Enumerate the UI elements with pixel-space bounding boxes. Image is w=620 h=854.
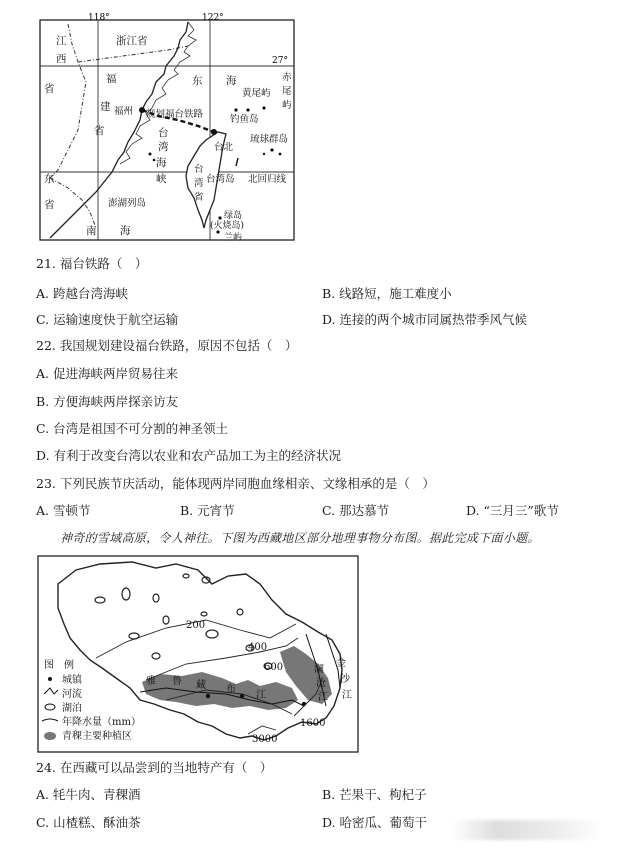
map-label: 省 [44,83,55,95]
diaoyu-islet [234,108,237,111]
map-label: 北回归线 [248,174,287,185]
map-label: 东 [44,173,55,185]
map-label: 台北 [214,142,234,153]
q23-option-b: B. 元宵节 [180,503,235,518]
lvdao-islet [218,216,221,219]
q21-option-b: B. 线路短，施工难度小 [322,286,452,301]
map-label: 赤 [282,72,292,83]
tibet-map [36,554,360,754]
isohyet-label-1600: 1600 [300,718,326,729]
river-label: 雅 [146,676,156,687]
q21-option-c: C. 运输速度快于航空运输 [36,312,179,327]
river-label: 鲁 [172,676,182,687]
q22-option-c: C. 台湾是祖国不可分割的神圣领土 [36,421,229,436]
town-dot [206,694,210,698]
river-label: 金 [336,658,346,669]
map-label: 海 [156,157,167,169]
question-23-stem: 23. 下列民族节庆活动，能体现两岸同胞血缘相亲、文缘相承的是（ ） [36,476,435,491]
map-label: 屿 [282,100,292,111]
question-21-stem: 21. 福台铁路（ ） [36,256,148,271]
map-label: 浙江省 [116,35,148,47]
question-24-stem: 24. 在西藏可以品尝到的当地特产有（ ） [36,760,273,775]
map-label: 省 [44,199,55,211]
legend-town-label: 城镇 [62,675,82,686]
q22-option-a: A. 促进海峡两岸贸易往来 [36,366,179,381]
map-label: 海 [120,225,131,237]
isohyet-label-400: 400 [248,642,268,653]
isohyet-label-600: 600 [264,662,284,673]
legend-town-icon [48,677,52,681]
taipei-dot [211,129,217,135]
river-label: 沧 [316,678,326,689]
q24-option-c: C. 山楂糕、酥油茶 [36,815,141,830]
map-label: 规划福台铁路 [146,109,204,120]
map-label: 尾 [282,86,292,97]
river-label: 澜 [314,664,324,675]
map-label: 福 [106,73,117,85]
river-label: 沙 [340,674,350,685]
question-22-stem: 22. 我国规划建设福台铁路，原因不包括（ ） [36,338,298,353]
map-label: 台 [158,127,169,139]
map-label: 东 [192,75,203,87]
legend-title: 图 例 [44,660,74,671]
q22-option-b: B. 方便海峡两岸探亲访友 [36,394,179,409]
map-label: 湾 [158,141,169,153]
river-label: 江 [256,690,266,701]
lon-122-label: 122° [202,13,224,23]
map-label: 南 [86,225,97,237]
isohyet-label-200: 200 [186,620,206,631]
blurred-watermark [452,820,602,840]
legend-lake-label: 湖泊 [62,703,82,714]
river-label: 布 [226,684,236,695]
legend-isohyet-label: 年降水量（mm） [62,717,141,728]
ryukyu-islet-3 [263,153,265,155]
map-label: 黄尾屿 [242,88,271,99]
map-label: 建 [100,101,111,113]
q22-option-d: D. 有利于改变台湾以农业和农产品加工为主的经济状况 [36,448,342,463]
isohyet-label-3000: 3000 [252,734,278,745]
penghu-islet-2 [153,159,156,162]
ryukyu-islet-1 [270,148,273,151]
lon-118-label: 118° [88,13,110,23]
map-label: 绿岛 [224,211,243,221]
chiwei-islet [262,106,265,109]
q24-option-a: A. 牦牛肉、青稞酒 [36,787,141,802]
fujian-taiwan-map [38,10,298,242]
map-label: 湾 [194,178,204,189]
lat-27-label: 27° [272,56,288,66]
penghu-islet-1 [149,153,152,156]
legend-barley-label: 青稞主要种植区 [62,731,132,742]
map-label: 省 [94,125,105,137]
river-label: 江 [342,690,352,701]
map-label: 福州 [114,106,134,117]
map-label: 兰屿 [224,233,243,242]
q23-option-a: A. 雪顿节 [36,503,91,518]
q24-option-b: B. 芒果干、枸杞子 [322,787,427,802]
tibet-intro-text: 神奇的雪域高原，令人神往。下图为西藏地区部分地理事物分布图。据此完成下面小题。 [60,531,540,545]
q21-option-d: D. 连接的两个城市同属热带季风气候 [322,312,528,327]
town-dot [302,702,306,706]
map-label: 江 [56,35,67,47]
map-label: 峡 [156,173,167,185]
q24-option-d: D. 哈密瓜、葡萄干 [322,815,428,830]
fuzhou-dot [139,107,145,113]
map-label: 海 [226,75,237,87]
map-label: 钓鱼岛 [230,114,259,125]
river-label: 藏 [196,680,206,691]
q23-option-c: C. 那达慕节 [322,503,390,518]
map-label: 省 [194,192,204,203]
q23-option-d: D. “三月三”歌节 [466,503,559,518]
map-label: 台 [194,164,204,175]
ryukyu-islet-2 [279,153,282,156]
map-label: (火烧岛) [210,221,245,231]
legend-river-label: 河流 [62,689,82,700]
map-label: 西 [56,53,67,65]
legend-barley-icon [44,732,56,740]
huangwei-islet [246,108,249,111]
town-dot [240,694,244,698]
map-label: 澎湖列岛 [108,198,147,209]
river-label: 江 [318,692,328,703]
q21-option-a: A. 跨越台湾海峡 [36,286,129,301]
map-label: 琉球群岛 [250,134,289,145]
map-label: 台湾岛 [206,174,235,185]
